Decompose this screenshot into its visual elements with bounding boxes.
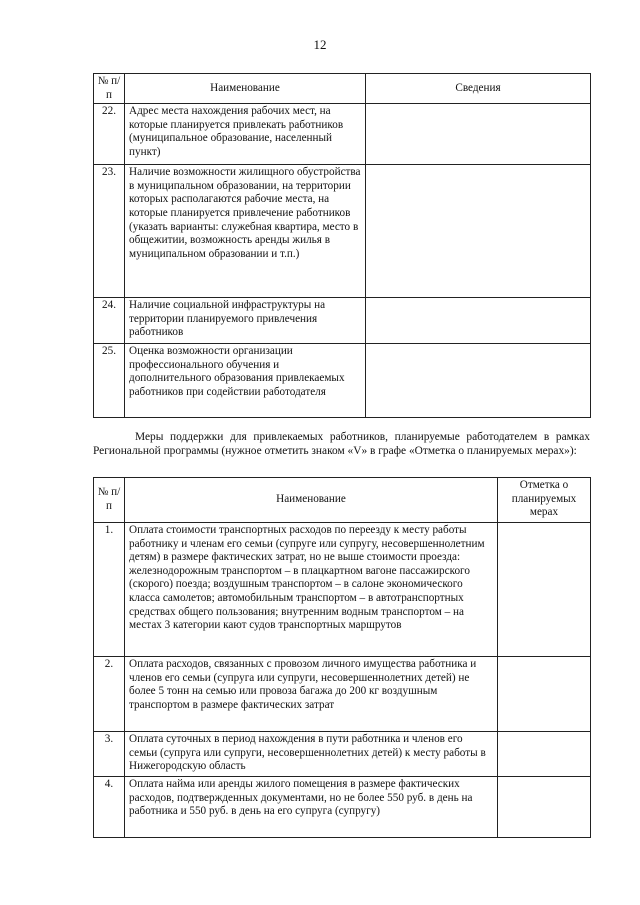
header-info: Сведения <box>366 74 591 104</box>
page-number: 12 <box>313 37 327 52</box>
row-name: Адрес места нахождения рабочих мест, на которые планируется привлекать работников (муниципальное образование, населенный пункт) <box>125 104 366 165</box>
table-row <box>94 777 591 838</box>
table-row <box>94 732 591 777</box>
row-num: 24. <box>94 298 125 344</box>
row-num: 22. <box>94 104 125 165</box>
table-row <box>94 657 591 732</box>
table-row <box>94 344 591 418</box>
table-row <box>94 165 591 298</box>
row-info[interactable] <box>366 344 591 418</box>
measures-table <box>93 477 591 838</box>
row-info[interactable] <box>366 298 591 344</box>
table-row <box>94 104 591 165</box>
header-name: Наименование <box>125 478 498 523</box>
row-num: 4. <box>94 777 125 838</box>
row-num: 3. <box>94 732 125 777</box>
table-row <box>94 298 591 344</box>
table-row <box>94 523 591 657</box>
row-num: 25. <box>94 344 125 418</box>
row-name: Наличие возможности жилищного обустройства в муниципальном образовании, на территории которых располагаются рабочие места, на которые планируется привлечение работников (указать варианты: служебная квартира, место в общежитии, возможность аренды жилья в муниципальном образовании и т.п.) <box>125 165 366 298</box>
info-table <box>93 73 591 418</box>
row-name: Оплата суточных в период нахождения в пути работника и членов его семьи (супруга или супруги, несовершеннолетних детей) к месту работы в Нижегородскую область <box>125 732 498 777</box>
table-header-row <box>94 478 591 523</box>
row-name: Оценка возможности организации профессионального обучения и дополнительного образования привлекаемых работников при содействии работодателя <box>125 344 366 418</box>
row-mark[interactable] <box>498 777 591 838</box>
row-mark[interactable] <box>498 657 591 732</box>
row-num: 23. <box>94 165 125 298</box>
measures-paragraph: Меры поддержки для привлекаемых работников, планируемые работодателем в рамках Региональной программы (нужное отметить знаком «V» в графе «Отметка о планируемых мерах»): <box>93 431 590 457</box>
header-name: Наименование <box>125 74 366 104</box>
row-mark[interactable] <box>498 732 591 777</box>
row-num: 2. <box>94 657 125 732</box>
row-name: Оплата расходов, связанных с провозом личного имущества работника и членов его семьи (супруга или супруги, несовершеннолетних детей) не более 5 тонн на семью или провоза багажа до 200 кг воздушным транспортом в размере фактических затрат <box>125 657 498 732</box>
header-num: № п/п <box>94 74 125 104</box>
row-name: Оплата найма или аренды жилого помещения в размере фактических расходов, подтвержденных документами, но не более 550 руб. в день на работника и 550 руб. в день на его супруга (супругу) <box>125 777 498 838</box>
row-info[interactable] <box>366 165 591 298</box>
header-mark: Отметка о планируемых мерах <box>498 478 591 523</box>
row-num: 1. <box>94 523 125 657</box>
row-name: Наличие социальной инфраструктуры на территории планируемого привлечения работников <box>125 298 366 344</box>
row-name: Оплата стоимости транспортных расходов по переезду к месту работы работнику и членам его семьи (супруге или супругу, несовершеннолетним детям) в размере фактических затрат, но не выше стоимости проезда: железнодорожным транспортом – в плацкартном вагоне пассажирского (скорого) поезда; воздушным транспортом – в салоне экономического класса самолетов; автомобильным транспортом – в автотранспортных средствах общего пользования; внутренним водным транспортом – на местах 3 категории кают судов транспортных маршрутов <box>125 523 498 657</box>
row-mark[interactable] <box>498 523 591 657</box>
table-header-row <box>94 74 591 104</box>
header-num: № п/п <box>94 478 125 523</box>
row-info[interactable] <box>366 104 591 165</box>
